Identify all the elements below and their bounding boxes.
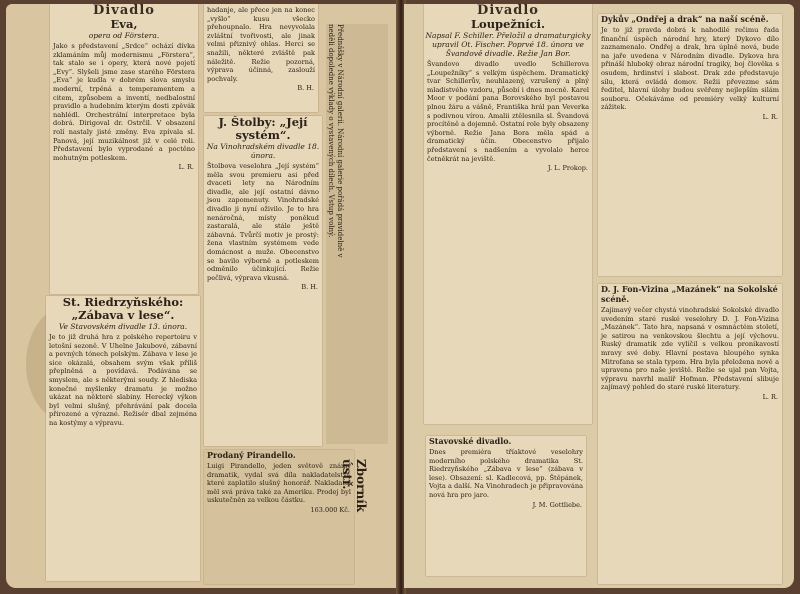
clipping-signature: B. H.: [301, 283, 318, 292]
clipping-body: Luigi Pirandello, jeden světově známý dramatik, vydal svá díla nakladatelství, které zaplatilo slušný honorář. Nakladatel měl svá práva také za Ameriku. Prodej byl uskutečněn za velkou částku.: [207, 462, 351, 505]
clipping-body: Zajímavý večer chystá vinohradské Sokolské divadlo uvedením staré ruské veselohry D. J. Fon-Vizina „Mazánek“. Tato hra, napsaná v osmnáctém století, je satirou na venkovskou šlechtu a její výchovu. Ruský dramatik zde vylíčil s velkou pronikavostí mravy své doby. Hlavní postava hloupého synka Mitrofana se stala typem. Hra byla přeložena nově a upravena pro naše jeviště. Režie se ujal pan Vojta, výpravu navrhl malíř Hofman. Představení slibuje zajímavý pohled do staré ruské literatury.: [601, 306, 779, 392]
clipping-mark: Zborník ústř.: [340, 459, 368, 513]
clipping-vertical: [326, 24, 388, 444]
clipping-banner: Divadlo: [93, 4, 155, 18]
clipping-loupeznici: [424, 4, 592, 424]
clipping-subtitle: opera od Förstera.: [88, 31, 160, 40]
clipping-title: Dykův „Ondřej a drak“ na naší scéně.: [601, 14, 769, 24]
left-page: [6, 4, 398, 588]
clipping-amount: 163.000 Kč.: [310, 505, 350, 514]
clipping-signature: L. R.: [762, 392, 778, 401]
right-page: [404, 4, 794, 588]
clipping-eva: [50, 4, 198, 294]
clipping-stavovske: [426, 436, 586, 576]
clipping-signature: J. M. Gottliebe.: [532, 500, 582, 509]
clipping-title: Loupežníci.: [470, 17, 546, 31]
clipping-title: D. J. Fon-Vizina „Mazánek“ na Sokolské scéně.: [601, 284, 778, 304]
clipping-signature: L. R.: [762, 112, 778, 121]
clipping-subtitle: Ve Stavovském divadle 13. února.: [58, 322, 188, 331]
clipping-title: Eva,: [110, 17, 138, 31]
clipping-fonvizin: [598, 284, 782, 584]
clipping-stolba: [204, 116, 322, 446]
clipping-subtitle: Na Vinohradském divadle 18. února.: [206, 142, 320, 160]
clipping-pirandello: [204, 450, 354, 584]
clipping-title: Prodaný Pirandello.: [207, 450, 296, 460]
clipping-banner: Divadlo: [477, 4, 539, 18]
clipping-body: Jako s představení „Srdce“ ochází dívka zklamáním můj modernismu „Förstera“, tak stalo se i opery, která nové pojetí „Evy“. Slyšeli jsme zase starého Förstera „Eva“ je kudla v dobrém slova smyslu moderní, trpěná a temperamentem a citem, způsobem a inventí, nedbalostní pravidlo a hudebním kterým dosti zpěvák nahlédl. Orchestrální interpretace byla dobrá. Dirigoval dr. Ostrčil. V obsazení rolí nastaly jisté změny. Eva zpívala sl. Panová, její muzikálnost již v celé roli. Představení bylo vyprodané a poctěno mohutným potleskem.: [53, 42, 195, 162]
clipping-body: Štolbova veselohra „Její systém“ měla svou premieru asi před dvaceti lety na Národním divadle, ale její ostatní dávno jsou zapomenuty. Vinohradské divadlo ji nyní oživilo. Je to hra nenáročná, místy poněkud zastaralá, ale stále ještě zábavná. Tvůrčí motiv je prostý: žena vlastním systémem vede domácnost a muže. Obecenstvo se bavilo výborně a potleskem odměnilo účinkující. Režie pečlivá, výprava vkusná.: [207, 162, 319, 282]
clipping-riedrzynski: [46, 296, 200, 581]
clipping-body: Je to již druhá hra z polského repertoiru v letošní sezoně. V Uhelne Jakubové, zábavní a pevných tónech polským. Zábava v lese je sice okázalá, obsahem svým však příliš přeplněná a povídavá. Podávána se smyslem, ale s některými soudy. Z hlediska konečné myšlenky dramatu je možno ukázat na některé slabiny. Herecký výkon byl velmi slušný, přehrávání pak docela přirozené a výrazné. Režisér dbal zejména na kostýmy a výpravu.: [49, 333, 197, 427]
clipping-title: Stavovské divadlo.: [429, 436, 512, 446]
clipping-body: Švandovo divadlo uvedlo Schillerova „Loupežníky“ s velkým úspěchem. Dramatický tvar Schillerův, neuhlazený, vzrušený a plný mladistvého vzdoru, působí i dnes mocně. Karel Moor v podání pana Borovského byl postavou plnou žáru a vášně, Františka hrál pan Veverka s podivnou vírou. Amalii ztělesnila sl. Švandová procítěně a dojemně. Ostatní role byly obsazeny výborně. Režie Jana Bora měla spád a dramatický účin. Obecenstvo přijalo představení s nadšením a vyvolalo herce četněkrát na jeviště.: [427, 60, 589, 163]
clipping-body: Dnes premiéra tříaktové veselohry moderního polského dramatika St. Riedrzyňského „Zábava v lese“ (zábava v lese). Obsazení: sl. Kadlecová, pp. Štěpánek, Vojta a další. Na Vinohradech je připravována nová hra pro jaro.: [429, 448, 583, 499]
clipping-title: St. Riedrzyňského: „Zábava v lese“.: [62, 296, 184, 322]
clipping-body: Přednášky v Národní galerii. Národní galerie pořádá pravidelně v neděli dopoledne výklady o vystavených dílech. Vstup volný.: [327, 24, 344, 258]
clipping-body: hadanje, ale přece jen na konec „vyšlo“ kusu všecko přehoupnalo. Hra nevyvolala zvláštní tvořivosti, ale jinak velmi přiznivý ohlas. Herci se snažili, některé zvláště pak náležitě. Režie pozorná, výprava účinná, zaslouží pochvaly.: [207, 6, 315, 83]
clipping-subtitle: Napsal F. Schiller. Přeložil a dramaturgicky upravil Ot. Fischer. Poprvé 18. února ve Švandově divadle. Režie Jan Bor.: [425, 31, 591, 58]
clipping-dykov: [598, 14, 782, 276]
clipping-title: J. Štolby: „Její systém“.: [218, 116, 308, 142]
clipping-signature: L. R.: [178, 163, 194, 172]
clipping-signature: B. H.: [297, 84, 314, 93]
clipping-body: Je to již pravda dobrá k nahodilé rečimu řada finanční úspěch národní hry, který Dykovo dílo zaznamenalo. Ondřej a drak, hra úplně nová, bude na jaře uvedena v Národním divadle. Dykova hra přináší hluboký obraz národní tragiky, boj člověka s osudem, hrdinství i slabost. Drak zde představuje sílu, která ovládá domov. Režii převezme sám ředitel, hlavní úlohy budou svěřeny nejlepším silám souboru. Očekáváme od premiéry velký kulturní zážitek.: [601, 26, 779, 112]
clipping-hadanie: [204, 4, 318, 112]
clipping-signature: J. L. Prokop.: [547, 164, 588, 173]
